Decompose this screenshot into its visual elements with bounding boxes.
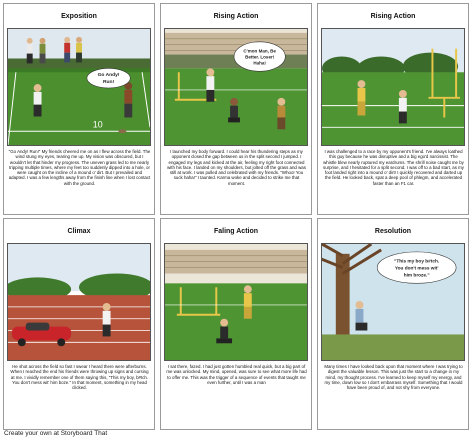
park-illustration (322, 244, 464, 360)
scene-rising-action-2 (321, 28, 465, 146)
panel-caption: "Go Andy! Run!" My friends cheered me on as I flew across the field. The wind stung my eyes, tearing me up. My vision was obscured, but I wouldn't let that hinder my progress. The uneven grass led to me nearly tripping multiple times, where my feet too suddenly dipped into a hole, or were caught on the incline of a mound o' dirt. But I prevailed and adapted. I was a few lengths away from the finish line when I lost contact with the ground. (8, 149, 151, 186)
panel-climax (3, 218, 155, 430)
panel-title: Exposition (61, 12, 97, 20)
bubble-line: "This my boy b#tch. (394, 259, 440, 265)
field-illustration (8, 29, 150, 145)
field-illustration (322, 29, 464, 145)
bubble-line: C'mon Man, Be (243, 48, 276, 54)
track-illustration (8, 244, 150, 360)
panel-caption: I launched my body forward. I could hear his thundering steps as my opponent closed the gap between us in the split second I jumped. I engaged my legs and kicked at the air, feeling my right foot connected with his face. I landed on my shoulders, but jolted off the grass and was still at work. I was pulled and celebrated with my friends. "Whoo! You suck haha!" I taunted. Karma woke and decided to strike me that moment. (167, 149, 306, 186)
taunting-friend (206, 68, 214, 101)
speech-bubble (87, 68, 130, 88)
bubble-line: You don't mess wit' (394, 266, 439, 272)
panel-caption: I was challenged to a race by my opponent's friend. I've always loathed this guy because he was disruptive and a big ego'd narcissist. The whistle blew nearly ruptured my eardrums. The shrill noise caught me by surprise, and I hesitated for a split second. I was off to a bad start, as my foot landed right into a mound o' dirt! I quickly recovered and darted up the field. He looked back, spat a deep pool of phlegm, and accelerated faster than an F1 car. (323, 149, 464, 186)
panel-exposition (3, 3, 155, 215)
speech-bubble (234, 42, 285, 71)
panel-title: Faling Action (213, 227, 259, 235)
panel-resolution (317, 218, 469, 430)
runner-figure (103, 303, 111, 336)
field-illustration (165, 244, 307, 360)
panel-caption: Many times I have looked back upon that moment where I was trying to digest the valuable lesson. This was just the start to a change in my mind, my thought process. I've learned to keep myself my energy, and my time, down low so I don't embarrass myself. Something that I would have been proud of, and not shy from everyone. (324, 364, 463, 391)
panel-title: Climax (67, 227, 91, 235)
panel-caption: He shot across the field so fast I swear I heard there were afterburns. When I reached the end his friends were throwing up signs and cursing at me. I vividly remember one of them saying this, "This my boy, b#tch. You don't mess wit' him boze." In that moment, something in my head clicked. (10, 364, 149, 391)
scene-exposition (7, 28, 151, 146)
andy-figure (399, 90, 407, 123)
bubble-line: him broze." (403, 273, 430, 279)
panel-title: Rising Action (213, 12, 259, 20)
bubble-line: Run! (102, 80, 115, 86)
bubble-line: Go Andy! (97, 73, 120, 79)
bubble-line: Haha! (253, 60, 266, 66)
scene-falling-action (164, 243, 308, 361)
speech-bubble (377, 252, 456, 283)
andy-running (34, 84, 42, 116)
bubble-line: Better. Loser! (245, 54, 275, 60)
field-illustration (165, 29, 307, 145)
standing-friend (244, 285, 252, 318)
scene-climax (7, 243, 151, 361)
opponent-figure (124, 82, 132, 117)
panel-rising-action-2 (317, 3, 469, 215)
panel-title: Resolution (374, 227, 412, 235)
scene-resolution (321, 243, 465, 361)
panel-caption: I sat there, fazed. I had just gotten humbled real quick, but a big part of me was unlocked. My mind, opened, was sure to see what more life had to offer me. This was the trigger of a sequence of events that taught me even further, until I was a man (166, 364, 307, 385)
challenger-figure (358, 80, 366, 115)
scene-rising-action-1 (164, 28, 308, 146)
panel-rising-action-1 (160, 3, 312, 215)
panel-title: Rising Action (370, 12, 416, 20)
svg-text:10: 10 (92, 119, 103, 130)
panel-falling-action (160, 218, 312, 430)
opponent-friend (277, 98, 285, 129)
storyboard-footer-link[interactable]: Create your own at Storyboard That (4, 430, 108, 437)
